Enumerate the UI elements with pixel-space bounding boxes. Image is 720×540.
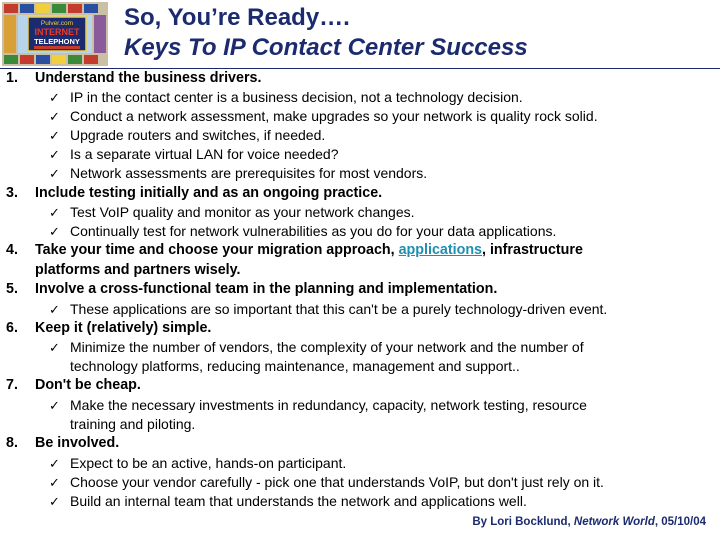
checkmark-icon: ✓ (49, 205, 60, 220)
logo-text-1: Pulver.com (40, 20, 74, 27)
item-text: Be involved. (35, 435, 120, 451)
item-number: 7. (6, 377, 18, 393)
checkmark-icon: ✓ (49, 147, 60, 162)
sub-item-text: Is a separate virtual LAN for voice needed? (70, 146, 339, 162)
sub-item-text: training and piloting. (70, 416, 196, 432)
credit-date: , 05/10/04 (654, 516, 706, 528)
sub-item-text: Make the necessary investments in redundancy, capacity, network testing, resource (70, 397, 587, 413)
sub-item-text: Choose your vendor carefully - pick one that understands VoIP, but don't just rely on it. (70, 474, 604, 490)
item-text: platforms and partners wisely. (35, 262, 241, 278)
item-text: Involve a cross-functional team in the planning and implementation. (35, 281, 498, 297)
internet-telephony-logo (2, 2, 108, 66)
item-text (35, 241, 583, 260)
checkmark-icon: ✓ (49, 109, 60, 124)
logo-text-3: TELEPHONY (34, 37, 80, 46)
checkmark-icon: ✓ (49, 90, 60, 105)
sub-item-text: Expect to be an active, hands-on participant. (70, 455, 347, 471)
item-text: Include testing initially and as an ongoing practice. (35, 185, 383, 201)
checkmark-icon: ✓ (49, 398, 60, 413)
sub-item-text: Continually test for network vulnerabilities as you do for your data applications. (70, 223, 557, 239)
source-credit (472, 516, 706, 528)
sub-item-text: Minimize the number of vendors, the complexity of your network and the number of (70, 339, 584, 355)
sub-item-text: These applications are so important that this can't be a purely technology-driven event. (70, 301, 608, 317)
checkmark-icon: ✓ (49, 340, 60, 355)
applications-link[interactable]: applications (398, 242, 483, 258)
item-number: 6. (6, 320, 18, 336)
sub-item-text: technology platforms, reducing maintenance, management and support.. (70, 358, 520, 374)
slide-subtitle: Keys To IP Contact Center Success (124, 34, 528, 61)
item-text: Understand the business drivers. (35, 70, 262, 86)
checkmark-icon: ✓ (49, 494, 60, 509)
checkmark-icon: ✓ (49, 475, 60, 490)
sub-item-text: Build an internal team that understands the network and applications well. (70, 493, 527, 509)
credit-author: By Lori Bocklund, (472, 516, 574, 528)
logo-text-2: INTERNET (34, 27, 80, 37)
item-text-part: , infrastructure (482, 242, 583, 258)
sub-item-text: Conduct a network assessment, make upgrades so your network is quality rock solid. (70, 108, 598, 124)
item-text: Keep it (relatively) simple. (35, 320, 212, 336)
item-text-part: Take your time and choose your migration approach, (35, 242, 399, 258)
item-text: Don't be cheap. (35, 377, 141, 393)
item-number: 3. (6, 185, 18, 201)
sub-item-text: Test VoIP quality and monitor as your network changes. (70, 204, 415, 220)
checkmark-icon: ✓ (49, 128, 60, 143)
checkmark-icon: ✓ (49, 456, 60, 471)
item-number: 4. (6, 242, 18, 258)
item-number: 8. (6, 435, 18, 451)
item-number: 5. (6, 281, 18, 297)
checkmark-icon: ✓ (49, 166, 60, 181)
sub-item-text: IP in the contact center is a business decision, not a technology decision. (70, 89, 523, 105)
slide-title: So, You’re Ready…. (124, 4, 350, 31)
item-number: 1. (6, 70, 18, 86)
logo-graphic (2, 2, 108, 66)
sub-item-text: Network assessments are prerequisites for most vendors. (70, 165, 428, 181)
credit-publication: Network World (573, 516, 655, 528)
checkmark-icon: ✓ (49, 224, 60, 239)
checkmark-icon: ✓ (49, 302, 60, 317)
sub-item-text: Upgrade routers and switches, if needed. (70, 127, 326, 143)
